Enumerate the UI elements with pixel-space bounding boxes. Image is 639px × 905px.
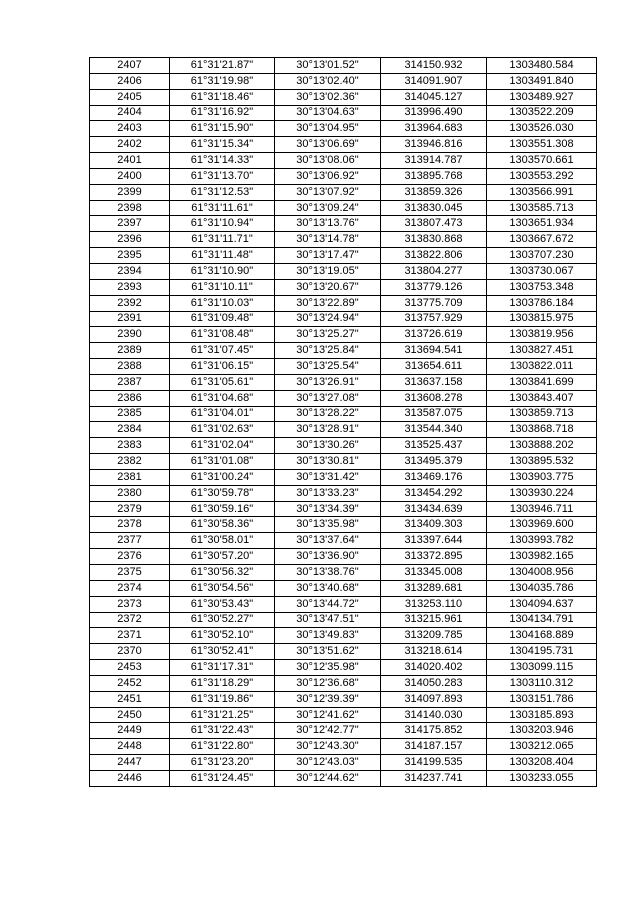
table-row bbox=[90, 770, 597, 786]
latitude-cell: 61°31'10.11" bbox=[170, 279, 275, 295]
table-row bbox=[90, 533, 597, 549]
x-coordinate-cell: 313525.437 bbox=[381, 438, 487, 454]
latitude-cell: 61°31'09.48" bbox=[170, 311, 275, 327]
longitude-cell: 30°12'43.30" bbox=[275, 739, 381, 755]
longitude-cell: 30°13'33.23" bbox=[275, 485, 381, 501]
point-number-cell: 2448 bbox=[90, 739, 170, 755]
point-number-cell: 2405 bbox=[90, 89, 170, 105]
y-coordinate-cell: 1304094.637 bbox=[487, 596, 597, 612]
latitude-cell: 61°31'13.70" bbox=[170, 168, 275, 184]
point-number-cell: 2401 bbox=[90, 153, 170, 169]
latitude-cell: 61°30'52.41" bbox=[170, 644, 275, 660]
y-coordinate-cell: 1304134.791 bbox=[487, 612, 597, 628]
y-coordinate-cell: 1303859.713 bbox=[487, 406, 597, 422]
table-row bbox=[90, 89, 597, 105]
x-coordinate-cell: 313637.158 bbox=[381, 374, 487, 390]
table-row bbox=[90, 263, 597, 279]
y-coordinate-cell: 1303185.893 bbox=[487, 707, 597, 723]
table-row bbox=[90, 168, 597, 184]
point-number-cell: 2394 bbox=[90, 263, 170, 279]
y-coordinate-cell: 1303843.407 bbox=[487, 390, 597, 406]
table-row bbox=[90, 121, 597, 137]
latitude-cell: 61°31'10.90" bbox=[170, 263, 275, 279]
point-number-cell: 2374 bbox=[90, 580, 170, 596]
table-row bbox=[90, 755, 597, 771]
table-row bbox=[90, 628, 597, 644]
point-number-cell: 2375 bbox=[90, 565, 170, 581]
table-row bbox=[90, 501, 597, 517]
x-coordinate-cell: 313495.379 bbox=[381, 454, 487, 470]
y-coordinate-cell: 1303819.956 bbox=[487, 327, 597, 343]
latitude-cell: 61°31'07.45" bbox=[170, 343, 275, 359]
table-row bbox=[90, 691, 597, 707]
longitude-cell: 30°13'20.67" bbox=[275, 279, 381, 295]
point-number-cell: 2399 bbox=[90, 184, 170, 200]
latitude-cell: 61°31'08.48" bbox=[170, 327, 275, 343]
latitude-cell: 61°30'58.36" bbox=[170, 517, 275, 533]
y-coordinate-cell: 1303841.699 bbox=[487, 374, 597, 390]
y-coordinate-cell: 1303969.600 bbox=[487, 517, 597, 533]
longitude-cell: 30°13'13.76" bbox=[275, 216, 381, 232]
x-coordinate-cell: 313209.785 bbox=[381, 628, 487, 644]
table-row bbox=[90, 327, 597, 343]
longitude-cell: 30°13'51.62" bbox=[275, 644, 381, 660]
longitude-cell: 30°13'31.42" bbox=[275, 469, 381, 485]
table-row bbox=[90, 454, 597, 470]
y-coordinate-cell: 1303651.934 bbox=[487, 216, 597, 232]
latitude-cell: 61°31'10.03" bbox=[170, 295, 275, 311]
x-coordinate-cell: 313654.611 bbox=[381, 359, 487, 375]
latitude-cell: 61°31'17.31" bbox=[170, 660, 275, 676]
point-number-cell: 2449 bbox=[90, 723, 170, 739]
x-coordinate-cell: 313587.075 bbox=[381, 406, 487, 422]
longitude-cell: 30°13'34.39" bbox=[275, 501, 381, 517]
point-number-cell: 2403 bbox=[90, 121, 170, 137]
point-number-cell: 2387 bbox=[90, 374, 170, 390]
y-coordinate-cell: 1303566.991 bbox=[487, 184, 597, 200]
point-number-cell: 2380 bbox=[90, 485, 170, 501]
longitude-cell: 30°13'26.91" bbox=[275, 374, 381, 390]
longitude-cell: 30°12'41.62" bbox=[275, 707, 381, 723]
longitude-cell: 30°13'07.92" bbox=[275, 184, 381, 200]
longitude-cell: 30°13'25.84" bbox=[275, 343, 381, 359]
point-number-cell: 2376 bbox=[90, 549, 170, 565]
longitude-cell: 30°13'38.76" bbox=[275, 565, 381, 581]
point-number-cell: 2447 bbox=[90, 755, 170, 771]
latitude-cell: 61°31'11.71" bbox=[170, 232, 275, 248]
x-coordinate-cell: 313454.292 bbox=[381, 485, 487, 501]
table-row bbox=[90, 248, 597, 264]
latitude-cell: 61°31'23.20" bbox=[170, 755, 275, 771]
table-row bbox=[90, 580, 597, 596]
latitude-cell: 61°30'57.20" bbox=[170, 549, 275, 565]
x-coordinate-cell: 313345.008 bbox=[381, 565, 487, 581]
latitude-cell: 61°31'02.04" bbox=[170, 438, 275, 454]
y-coordinate-cell: 1303151.786 bbox=[487, 691, 597, 707]
latitude-cell: 61°30'53.43" bbox=[170, 596, 275, 612]
coordinates-table bbox=[89, 57, 597, 787]
x-coordinate-cell: 313218.614 bbox=[381, 644, 487, 660]
latitude-cell: 61°31'10.94" bbox=[170, 216, 275, 232]
point-number-cell: 2379 bbox=[90, 501, 170, 517]
x-coordinate-cell: 314175.852 bbox=[381, 723, 487, 739]
table-row bbox=[90, 73, 597, 89]
x-coordinate-cell: 313964.683 bbox=[381, 121, 487, 137]
latitude-cell: 61°31'18.46" bbox=[170, 89, 275, 105]
y-coordinate-cell: 1303888.202 bbox=[487, 438, 597, 454]
x-coordinate-cell: 313215.961 bbox=[381, 612, 487, 628]
table-row bbox=[90, 137, 597, 153]
table-row bbox=[90, 723, 597, 739]
longitude-cell: 30°13'30.81" bbox=[275, 454, 381, 470]
x-coordinate-cell: 314187.157 bbox=[381, 739, 487, 755]
y-coordinate-cell: 1303208.404 bbox=[487, 755, 597, 771]
table-row bbox=[90, 359, 597, 375]
x-coordinate-cell: 313544.340 bbox=[381, 422, 487, 438]
point-number-cell: 2407 bbox=[90, 58, 170, 74]
longitude-cell: 30°13'17.47" bbox=[275, 248, 381, 264]
y-coordinate-cell: 1304195.731 bbox=[487, 644, 597, 660]
latitude-cell: 61°30'56.32" bbox=[170, 565, 275, 581]
point-number-cell: 2372 bbox=[90, 612, 170, 628]
longitude-cell: 30°13'37.64" bbox=[275, 533, 381, 549]
point-number-cell: 2389 bbox=[90, 343, 170, 359]
longitude-cell: 30°12'43.03" bbox=[275, 755, 381, 771]
point-number-cell: 2453 bbox=[90, 660, 170, 676]
point-number-cell: 2398 bbox=[90, 200, 170, 216]
longitude-cell: 30°13'28.22" bbox=[275, 406, 381, 422]
y-coordinate-cell: 1303815.975 bbox=[487, 311, 597, 327]
point-number-cell: 2397 bbox=[90, 216, 170, 232]
longitude-cell: 30°13'36.90" bbox=[275, 549, 381, 565]
latitude-cell: 61°31'01.08" bbox=[170, 454, 275, 470]
x-coordinate-cell: 313859.326 bbox=[381, 184, 487, 200]
longitude-cell: 30°13'27.08" bbox=[275, 390, 381, 406]
table-row bbox=[90, 517, 597, 533]
point-number-cell: 2383 bbox=[90, 438, 170, 454]
table-row bbox=[90, 469, 597, 485]
latitude-cell: 61°30'59.16" bbox=[170, 501, 275, 517]
x-coordinate-cell: 313830.045 bbox=[381, 200, 487, 216]
y-coordinate-cell: 1303489.927 bbox=[487, 89, 597, 105]
longitude-cell: 30°13'25.54" bbox=[275, 359, 381, 375]
table-row bbox=[90, 596, 597, 612]
latitude-cell: 61°31'18.29" bbox=[170, 675, 275, 691]
latitude-cell: 61°30'52.27" bbox=[170, 612, 275, 628]
point-number-cell: 2381 bbox=[90, 469, 170, 485]
table-row bbox=[90, 660, 597, 676]
point-number-cell: 2385 bbox=[90, 406, 170, 422]
table-row bbox=[90, 343, 597, 359]
point-number-cell: 2404 bbox=[90, 105, 170, 121]
latitude-cell: 61°31'24.45" bbox=[170, 770, 275, 786]
table-row bbox=[90, 279, 597, 295]
y-coordinate-cell: 1304168.889 bbox=[487, 628, 597, 644]
table-row bbox=[90, 295, 597, 311]
y-coordinate-cell: 1303993.782 bbox=[487, 533, 597, 549]
table-row bbox=[90, 153, 597, 169]
table-row bbox=[90, 739, 597, 755]
table-row bbox=[90, 374, 597, 390]
longitude-cell: 30°13'44.72" bbox=[275, 596, 381, 612]
longitude-cell: 30°12'35.98" bbox=[275, 660, 381, 676]
table-row bbox=[90, 406, 597, 422]
x-coordinate-cell: 314050.283 bbox=[381, 675, 487, 691]
point-number-cell: 2452 bbox=[90, 675, 170, 691]
x-coordinate-cell: 313469.176 bbox=[381, 469, 487, 485]
latitude-cell: 61°30'59.78" bbox=[170, 485, 275, 501]
x-coordinate-cell: 313757.929 bbox=[381, 311, 487, 327]
latitude-cell: 61°30'58.01" bbox=[170, 533, 275, 549]
y-coordinate-cell: 1303551.308 bbox=[487, 137, 597, 153]
latitude-cell: 61°31'16.92" bbox=[170, 105, 275, 121]
y-coordinate-cell: 1303233.055 bbox=[487, 770, 597, 786]
y-coordinate-cell: 1303822.011 bbox=[487, 359, 597, 375]
latitude-cell: 61°31'04.68" bbox=[170, 390, 275, 406]
longitude-cell: 30°13'04.95" bbox=[275, 121, 381, 137]
point-number-cell: 2390 bbox=[90, 327, 170, 343]
table-row bbox=[90, 390, 597, 406]
y-coordinate-cell: 1303526.030 bbox=[487, 121, 597, 137]
table-row bbox=[90, 105, 597, 121]
point-number-cell: 2451 bbox=[90, 691, 170, 707]
longitude-cell: 30°12'42.77" bbox=[275, 723, 381, 739]
longitude-cell: 30°13'06.92" bbox=[275, 168, 381, 184]
latitude-cell: 61°31'15.90" bbox=[170, 121, 275, 137]
latitude-cell: 61°30'52.10" bbox=[170, 628, 275, 644]
x-coordinate-cell: 314150.932 bbox=[381, 58, 487, 74]
point-number-cell: 2396 bbox=[90, 232, 170, 248]
x-coordinate-cell: 313804.277 bbox=[381, 263, 487, 279]
x-coordinate-cell: 314140.030 bbox=[381, 707, 487, 723]
longitude-cell: 30°13'25.27" bbox=[275, 327, 381, 343]
longitude-cell: 30°13'35.98" bbox=[275, 517, 381, 533]
y-coordinate-cell: 1303930.224 bbox=[487, 485, 597, 501]
longitude-cell: 30°13'19.05" bbox=[275, 263, 381, 279]
y-coordinate-cell: 1303730.067 bbox=[487, 263, 597, 279]
y-coordinate-cell: 1303895.532 bbox=[487, 454, 597, 470]
y-coordinate-cell: 1303491.840 bbox=[487, 73, 597, 89]
x-coordinate-cell: 314097.893 bbox=[381, 691, 487, 707]
longitude-cell: 30°13'40.68" bbox=[275, 580, 381, 596]
latitude-cell: 61°31'05.61" bbox=[170, 374, 275, 390]
point-number-cell: 2393 bbox=[90, 279, 170, 295]
y-coordinate-cell: 1304035.786 bbox=[487, 580, 597, 596]
table-row bbox=[90, 565, 597, 581]
latitude-cell: 61°31'12.53" bbox=[170, 184, 275, 200]
latitude-cell: 61°31'15.34" bbox=[170, 137, 275, 153]
point-number-cell: 2377 bbox=[90, 533, 170, 549]
latitude-cell: 61°30'54.56" bbox=[170, 580, 275, 596]
y-coordinate-cell: 1303827.451 bbox=[487, 343, 597, 359]
latitude-cell: 61°31'06.15" bbox=[170, 359, 275, 375]
table-row bbox=[90, 184, 597, 200]
table-row bbox=[90, 58, 597, 74]
x-coordinate-cell: 313822.806 bbox=[381, 248, 487, 264]
table-row bbox=[90, 612, 597, 628]
y-coordinate-cell: 1303522.209 bbox=[487, 105, 597, 121]
latitude-cell: 61°31'02.63" bbox=[170, 422, 275, 438]
y-coordinate-cell: 1303707.230 bbox=[487, 248, 597, 264]
x-coordinate-cell: 313253.110 bbox=[381, 596, 487, 612]
point-number-cell: 2384 bbox=[90, 422, 170, 438]
y-coordinate-cell: 1303903.775 bbox=[487, 469, 597, 485]
latitude-cell: 61°31'22.80" bbox=[170, 739, 275, 755]
point-number-cell: 2406 bbox=[90, 73, 170, 89]
point-number-cell: 2386 bbox=[90, 390, 170, 406]
x-coordinate-cell: 314091.907 bbox=[381, 73, 487, 89]
table-row bbox=[90, 216, 597, 232]
longitude-cell: 30°13'24.94" bbox=[275, 311, 381, 327]
y-coordinate-cell: 1303946.711 bbox=[487, 501, 597, 517]
longitude-cell: 30°13'47.51" bbox=[275, 612, 381, 628]
latitude-cell: 61°31'04.01" bbox=[170, 406, 275, 422]
point-number-cell: 2450 bbox=[90, 707, 170, 723]
y-coordinate-cell: 1303553.292 bbox=[487, 168, 597, 184]
x-coordinate-cell: 314199.535 bbox=[381, 755, 487, 771]
point-number-cell: 2382 bbox=[90, 454, 170, 470]
table-row bbox=[90, 438, 597, 454]
point-number-cell: 2392 bbox=[90, 295, 170, 311]
x-coordinate-cell: 313830.868 bbox=[381, 232, 487, 248]
x-coordinate-cell: 313372.895 bbox=[381, 549, 487, 565]
table-row bbox=[90, 644, 597, 660]
point-number-cell: 2370 bbox=[90, 644, 170, 660]
x-coordinate-cell: 314237.741 bbox=[381, 770, 487, 786]
point-number-cell: 2371 bbox=[90, 628, 170, 644]
table-row bbox=[90, 200, 597, 216]
x-coordinate-cell: 313895.768 bbox=[381, 168, 487, 184]
latitude-cell: 61°31'21.25" bbox=[170, 707, 275, 723]
table-row bbox=[90, 232, 597, 248]
longitude-cell: 30°13'30.26" bbox=[275, 438, 381, 454]
y-coordinate-cell: 1303868.718 bbox=[487, 422, 597, 438]
longitude-cell: 30°13'14.78" bbox=[275, 232, 381, 248]
longitude-cell: 30°13'04.63" bbox=[275, 105, 381, 121]
coordinates-table-body bbox=[90, 58, 597, 787]
y-coordinate-cell: 1303110.312 bbox=[487, 675, 597, 691]
longitude-cell: 30°13'08.06" bbox=[275, 153, 381, 169]
latitude-cell: 61°31'19.98" bbox=[170, 73, 275, 89]
x-coordinate-cell: 313409.303 bbox=[381, 517, 487, 533]
y-coordinate-cell: 1303667.672 bbox=[487, 232, 597, 248]
latitude-cell: 61°31'11.48" bbox=[170, 248, 275, 264]
latitude-cell: 61°31'19.86" bbox=[170, 691, 275, 707]
latitude-cell: 61°31'22.43" bbox=[170, 723, 275, 739]
longitude-cell: 30°13'22.89" bbox=[275, 295, 381, 311]
y-coordinate-cell: 1303753.348 bbox=[487, 279, 597, 295]
x-coordinate-cell: 313434.639 bbox=[381, 501, 487, 517]
longitude-cell: 30°12'44.62" bbox=[275, 770, 381, 786]
y-coordinate-cell: 1303585.713 bbox=[487, 200, 597, 216]
point-number-cell: 2402 bbox=[90, 137, 170, 153]
table-row bbox=[90, 422, 597, 438]
x-coordinate-cell: 314020.402 bbox=[381, 660, 487, 676]
y-coordinate-cell: 1304008.956 bbox=[487, 565, 597, 581]
x-coordinate-cell: 313726.619 bbox=[381, 327, 487, 343]
x-coordinate-cell: 314045.127 bbox=[381, 89, 487, 105]
y-coordinate-cell: 1303099.115 bbox=[487, 660, 597, 676]
longitude-cell: 30°13'01.52" bbox=[275, 58, 381, 74]
longitude-cell: 30°13'02.40" bbox=[275, 73, 381, 89]
table-row bbox=[90, 707, 597, 723]
x-coordinate-cell: 313694.541 bbox=[381, 343, 487, 359]
x-coordinate-cell: 313914.787 bbox=[381, 153, 487, 169]
latitude-cell: 61°31'00.24" bbox=[170, 469, 275, 485]
x-coordinate-cell: 313289.681 bbox=[381, 580, 487, 596]
table-row bbox=[90, 549, 597, 565]
table-row bbox=[90, 485, 597, 501]
longitude-cell: 30°13'49.83" bbox=[275, 628, 381, 644]
point-number-cell: 2388 bbox=[90, 359, 170, 375]
x-coordinate-cell: 313807.473 bbox=[381, 216, 487, 232]
y-coordinate-cell: 1303480.584 bbox=[487, 58, 597, 74]
longitude-cell: 30°12'36.68" bbox=[275, 675, 381, 691]
longitude-cell: 30°13'09.24" bbox=[275, 200, 381, 216]
point-number-cell: 2391 bbox=[90, 311, 170, 327]
point-number-cell: 2400 bbox=[90, 168, 170, 184]
longitude-cell: 30°13'06.69" bbox=[275, 137, 381, 153]
y-coordinate-cell: 1303982.165 bbox=[487, 549, 597, 565]
x-coordinate-cell: 313946.816 bbox=[381, 137, 487, 153]
x-coordinate-cell: 313779.126 bbox=[381, 279, 487, 295]
table-row bbox=[90, 311, 597, 327]
y-coordinate-cell: 1303212.065 bbox=[487, 739, 597, 755]
y-coordinate-cell: 1303570.661 bbox=[487, 153, 597, 169]
x-coordinate-cell: 313996.490 bbox=[381, 105, 487, 121]
longitude-cell: 30°13'02.36" bbox=[275, 89, 381, 105]
x-coordinate-cell: 313608.278 bbox=[381, 390, 487, 406]
table-row bbox=[90, 675, 597, 691]
point-number-cell: 2378 bbox=[90, 517, 170, 533]
x-coordinate-cell: 313397.644 bbox=[381, 533, 487, 549]
x-coordinate-cell: 313775.709 bbox=[381, 295, 487, 311]
y-coordinate-cell: 1303786.184 bbox=[487, 295, 597, 311]
point-number-cell: 2395 bbox=[90, 248, 170, 264]
latitude-cell: 61°31'21.87" bbox=[170, 58, 275, 74]
longitude-cell: 30°13'28.91" bbox=[275, 422, 381, 438]
y-coordinate-cell: 1303203.946 bbox=[487, 723, 597, 739]
point-number-cell: 2373 bbox=[90, 596, 170, 612]
latitude-cell: 61°31'14.33" bbox=[170, 153, 275, 169]
longitude-cell: 30°12'39.39" bbox=[275, 691, 381, 707]
point-number-cell: 2446 bbox=[90, 770, 170, 786]
latitude-cell: 61°31'11.61" bbox=[170, 200, 275, 216]
